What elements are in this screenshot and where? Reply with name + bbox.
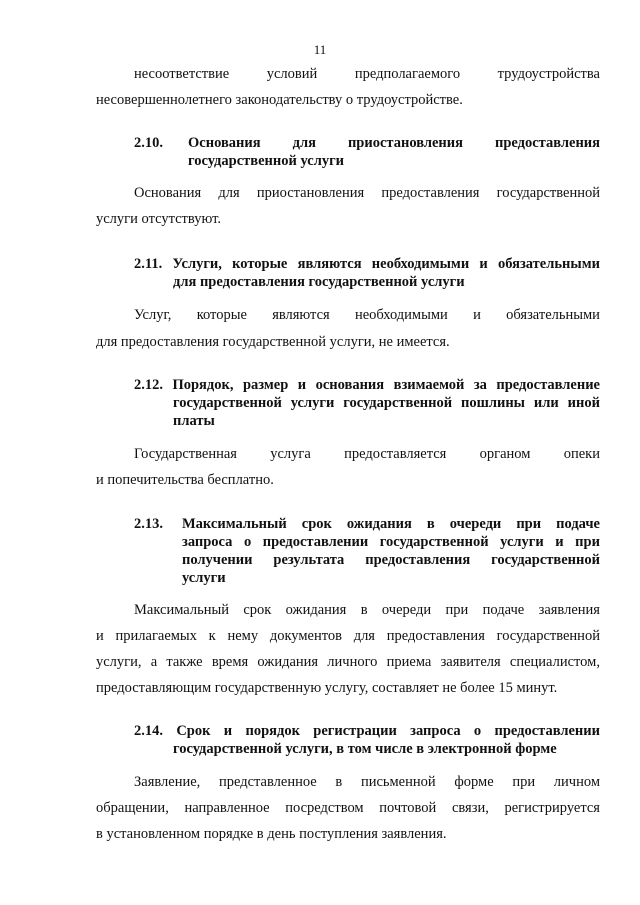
- word: связи,: [451, 800, 489, 816]
- page-number: 11: [313, 42, 327, 57]
- word: личном: [553, 774, 600, 790]
- paragraph-line: в установленном порядке в день поступления заявления.: [96, 826, 447, 842]
- section-number: 2.13.: [134, 516, 163, 532]
- word: размер: [242, 377, 289, 393]
- paragraph-line: [96, 654, 600, 671]
- word: к: [208, 628, 216, 644]
- word: государственной: [343, 395, 453, 411]
- word: необходимыми: [354, 307, 448, 323]
- section-heading-line: [134, 256, 600, 273]
- word: о: [243, 534, 252, 550]
- word: 2.11.: [134, 256, 163, 272]
- word: при: [445, 602, 469, 618]
- paragraph-line: [134, 307, 600, 324]
- word: о: [473, 723, 482, 739]
- word: запроса: [410, 723, 461, 739]
- paragraph-line: [134, 185, 600, 202]
- word: при: [575, 534, 600, 550]
- paragraph-line: и попечительства бесплатно.: [96, 472, 274, 488]
- word: несоответствие: [134, 66, 230, 82]
- word: государственной: [379, 534, 489, 550]
- word: также: [166, 654, 203, 670]
- word: условий: [266, 66, 318, 82]
- word: предоставления: [386, 628, 485, 644]
- word: услуги,: [96, 654, 142, 670]
- word: и: [473, 307, 481, 323]
- word: являются: [297, 256, 362, 272]
- word: а: [150, 654, 158, 670]
- paragraph-line: для предоставления государственной услуги, не имеется.: [96, 334, 450, 350]
- word: органом: [479, 446, 531, 462]
- word: государственной: [491, 552, 600, 568]
- section-heading-line: государственной услуги, в том числе в электронной форме: [173, 741, 557, 757]
- word: представленное: [218, 774, 317, 790]
- word: подаче: [556, 516, 600, 532]
- word: иной: [567, 395, 600, 411]
- word: услуги: [290, 395, 335, 411]
- paragraph-line: услуги отсутствуют.: [96, 211, 221, 227]
- word: которые: [196, 307, 247, 323]
- word: обязательными: [498, 256, 600, 272]
- word: в: [426, 516, 435, 532]
- word: и: [479, 256, 488, 272]
- word: которые: [232, 256, 288, 272]
- section-heading-line: [182, 534, 600, 551]
- word: приостановления: [256, 185, 365, 201]
- paragraph-line: [96, 628, 600, 645]
- word: предоставление: [496, 377, 600, 393]
- paragraph-line: [134, 66, 600, 83]
- word: посредством: [285, 800, 364, 816]
- word: для: [353, 628, 375, 644]
- word: очереди: [381, 602, 432, 618]
- word: трудоустройства: [497, 66, 600, 82]
- word: регистрации: [313, 723, 397, 739]
- word: ожидания: [257, 654, 319, 670]
- word: нему: [227, 628, 259, 644]
- word: заявителя: [440, 654, 501, 670]
- word: Срок: [176, 723, 211, 739]
- word: и: [223, 723, 233, 739]
- word: услуга: [270, 446, 311, 462]
- word: Максимальный: [182, 516, 287, 532]
- word: форме: [454, 774, 494, 790]
- word: порядок: [245, 723, 300, 739]
- word: Основания: [134, 185, 202, 201]
- word: в: [360, 602, 368, 618]
- word: Порядок,: [172, 377, 234, 393]
- paragraph-line: [134, 446, 600, 463]
- word: пошлины: [460, 395, 525, 411]
- section-heading-line: [182, 552, 600, 569]
- word: Заявление,: [134, 774, 201, 790]
- word: являются: [272, 307, 330, 323]
- word: предоставления: [495, 135, 600, 151]
- word: государственной: [173, 395, 282, 411]
- word: и: [555, 534, 564, 550]
- word: специалистом,: [509, 654, 600, 670]
- word: или: [533, 395, 559, 411]
- section-heading-line: для предоставления государственной услуги: [173, 274, 465, 290]
- word: предполагаемого: [354, 66, 461, 82]
- word: ожидания: [346, 516, 412, 532]
- word: Основания: [188, 135, 261, 151]
- section-heading-line: [188, 135, 600, 152]
- word: очереди: [449, 516, 502, 532]
- word: предоставляется: [344, 446, 447, 462]
- paragraph-line: [134, 602, 600, 619]
- word: и: [96, 628, 104, 644]
- word: время: [211, 654, 249, 670]
- word: услуги: [500, 534, 544, 550]
- section-heading-line: [134, 723, 600, 740]
- word: для: [218, 185, 240, 201]
- word: приема: [386, 654, 432, 670]
- word: необходимыми: [371, 256, 470, 272]
- word: срок: [243, 602, 272, 618]
- word: и: [297, 377, 307, 393]
- word: ожидания: [285, 602, 347, 618]
- word: в: [335, 774, 343, 790]
- word: приостановления: [347, 135, 463, 151]
- section-heading-line: [182, 516, 600, 533]
- word: письменной: [360, 774, 436, 790]
- word: Услуг,: [134, 307, 172, 323]
- word: опеки: [563, 446, 600, 462]
- section-heading-line: услуги: [182, 570, 226, 586]
- paragraph-line: [96, 800, 600, 817]
- word: заявления: [538, 602, 600, 618]
- word: предоставлении: [262, 534, 369, 550]
- word: взимаемой: [393, 377, 465, 393]
- word: государственной: [496, 628, 600, 644]
- word: документов: [269, 628, 342, 644]
- section-number: 2.10.: [134, 135, 163, 151]
- section-heading-line: платы: [173, 413, 215, 429]
- paragraph-line: [134, 774, 600, 791]
- word: регистрируется: [504, 800, 600, 816]
- word: 2.14.: [134, 723, 163, 739]
- word: Максимальный: [134, 602, 229, 618]
- section-heading-line: [173, 395, 600, 412]
- word: обращении,: [96, 800, 169, 816]
- word: при: [512, 774, 536, 790]
- word: предоставления: [365, 552, 471, 568]
- word: получении: [182, 552, 253, 568]
- word: за: [473, 377, 487, 393]
- word: основания: [315, 377, 385, 393]
- word: результата: [273, 552, 345, 568]
- word: почтовой: [379, 800, 437, 816]
- word: срок: [301, 516, 332, 532]
- paragraph-line: предоставляющим государственную услугу, составляет не более 15 минут.: [96, 680, 558, 696]
- word: предоставлении: [494, 723, 600, 739]
- word: Услуги,: [172, 256, 222, 272]
- word: при: [516, 516, 542, 532]
- paragraph-line: несовершеннолетнего законодательству о трудоустройстве.: [96, 92, 463, 108]
- word: для: [292, 135, 316, 151]
- word: обязательными: [506, 307, 600, 323]
- word: 2.12.: [134, 377, 163, 393]
- word: запроса: [182, 534, 233, 550]
- word: направленное: [184, 800, 270, 816]
- word: государственной: [496, 185, 600, 201]
- word: предоставления: [381, 185, 480, 201]
- word: Государственная: [134, 446, 237, 462]
- word: прилагаемых: [115, 628, 197, 644]
- section-heading-line: [134, 377, 600, 394]
- word: подаче: [482, 602, 525, 618]
- word: личного: [327, 654, 378, 670]
- section-heading-line: государственной услуги: [188, 153, 345, 169]
